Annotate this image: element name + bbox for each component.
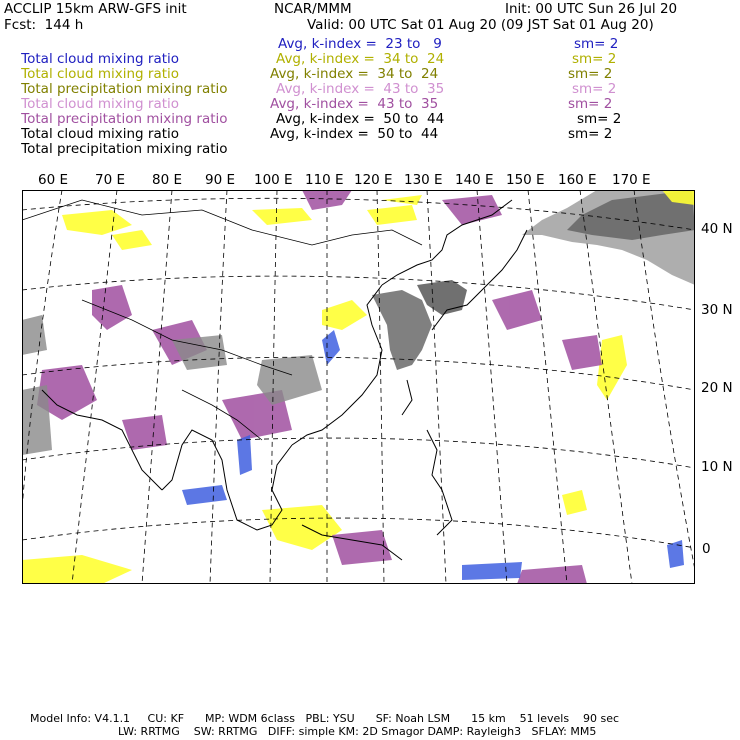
field-row — [4, 127, 228, 172]
field-smoothing: sm= 2 — [577, 111, 622, 127]
field-smoothing: sm= 2 — [572, 81, 617, 97]
lon-label: 60 E — [38, 172, 68, 188]
field-avg: Avg, k-index = 43 to 35 — [276, 81, 445, 97]
lon-label: 80 E — [152, 172, 182, 188]
lon-label: 170 E — [612, 172, 651, 188]
field-avg: Avg, k-index = 34 to 24 — [276, 51, 445, 67]
lat-label: 30 N — [701, 302, 733, 318]
field-avg: Avg, k-index = 23 to 9 — [278, 36, 442, 52]
lat-label: 10 N — [701, 459, 733, 475]
field-avg: Avg, k-index = 34 to 24 — [270, 66, 439, 82]
init-time: Init: 00 UTC Sun 26 Jul 20 — [505, 1, 678, 17]
field-name: Total cloud mixing ratio — [21, 96, 180, 112]
model-title: ACCLIP 15km ARW-GFS init — [4, 1, 187, 17]
field-avg: Avg, k-index = 50 to 44 — [276, 111, 445, 127]
lon-label: 140 E — [455, 172, 494, 188]
model-info-line2: LW: RRTMG SW: RRTMG DIFF: simple KM: 2D Smagor DAMP: Rayleigh3 SFLAY: MM5 — [118, 725, 597, 738]
field-name: Total precipitation mixing ratio — [21, 81, 228, 97]
field-name: Total cloud mixing ratio — [21, 126, 180, 142]
valid-time: Valid: 00 UTC Sat 01 Aug 20 (09 JST Sat 01 Aug 20) — [307, 17, 654, 33]
lon-label: 130 E — [404, 172, 443, 188]
field-avg: Avg, k-index = 50 to 44 — [270, 126, 439, 142]
lat-label: 0 — [702, 541, 711, 557]
lat-label: 40 N — [701, 221, 733, 237]
lon-label: 70 E — [95, 172, 125, 188]
field-name: Total cloud mixing ratio — [21, 66, 180, 82]
field-name: Total precipitation mixing ratio — [21, 141, 228, 157]
forecast-map — [22, 190, 695, 584]
field-smoothing: sm= 2 — [568, 66, 613, 82]
organization-label: NCAR/MMM — [274, 1, 352, 17]
field-smoothing: sm= 2 — [568, 96, 613, 112]
lon-label: 110 E — [305, 172, 344, 188]
field-name: Total precipitation mixing ratio — [21, 111, 228, 127]
lat-label: 20 N — [701, 380, 733, 396]
field-smoothing: sm= 2 — [572, 51, 617, 67]
lon-label: 150 E — [506, 172, 545, 188]
model-info-line1: Model Info: V4.1.1 CU: KF MP: WDM 6class PBL: YSU SF: Noah LSM 15 km 51 levels 90 sec — [30, 712, 620, 725]
field-name: Total cloud mixing ratio — [21, 51, 180, 67]
lon-label: 100 E — [254, 172, 293, 188]
lon-label: 120 E — [354, 172, 393, 188]
lon-label: 160 E — [558, 172, 597, 188]
forecast-hour: Fcst: 144 h — [4, 17, 84, 33]
lon-label: 90 E — [205, 172, 235, 188]
field-avg: Avg, k-index = 43 to 35 — [270, 96, 439, 112]
field-smoothing: sm= 2 — [568, 126, 613, 142]
field-smoothing: sm= 2 — [574, 36, 619, 52]
